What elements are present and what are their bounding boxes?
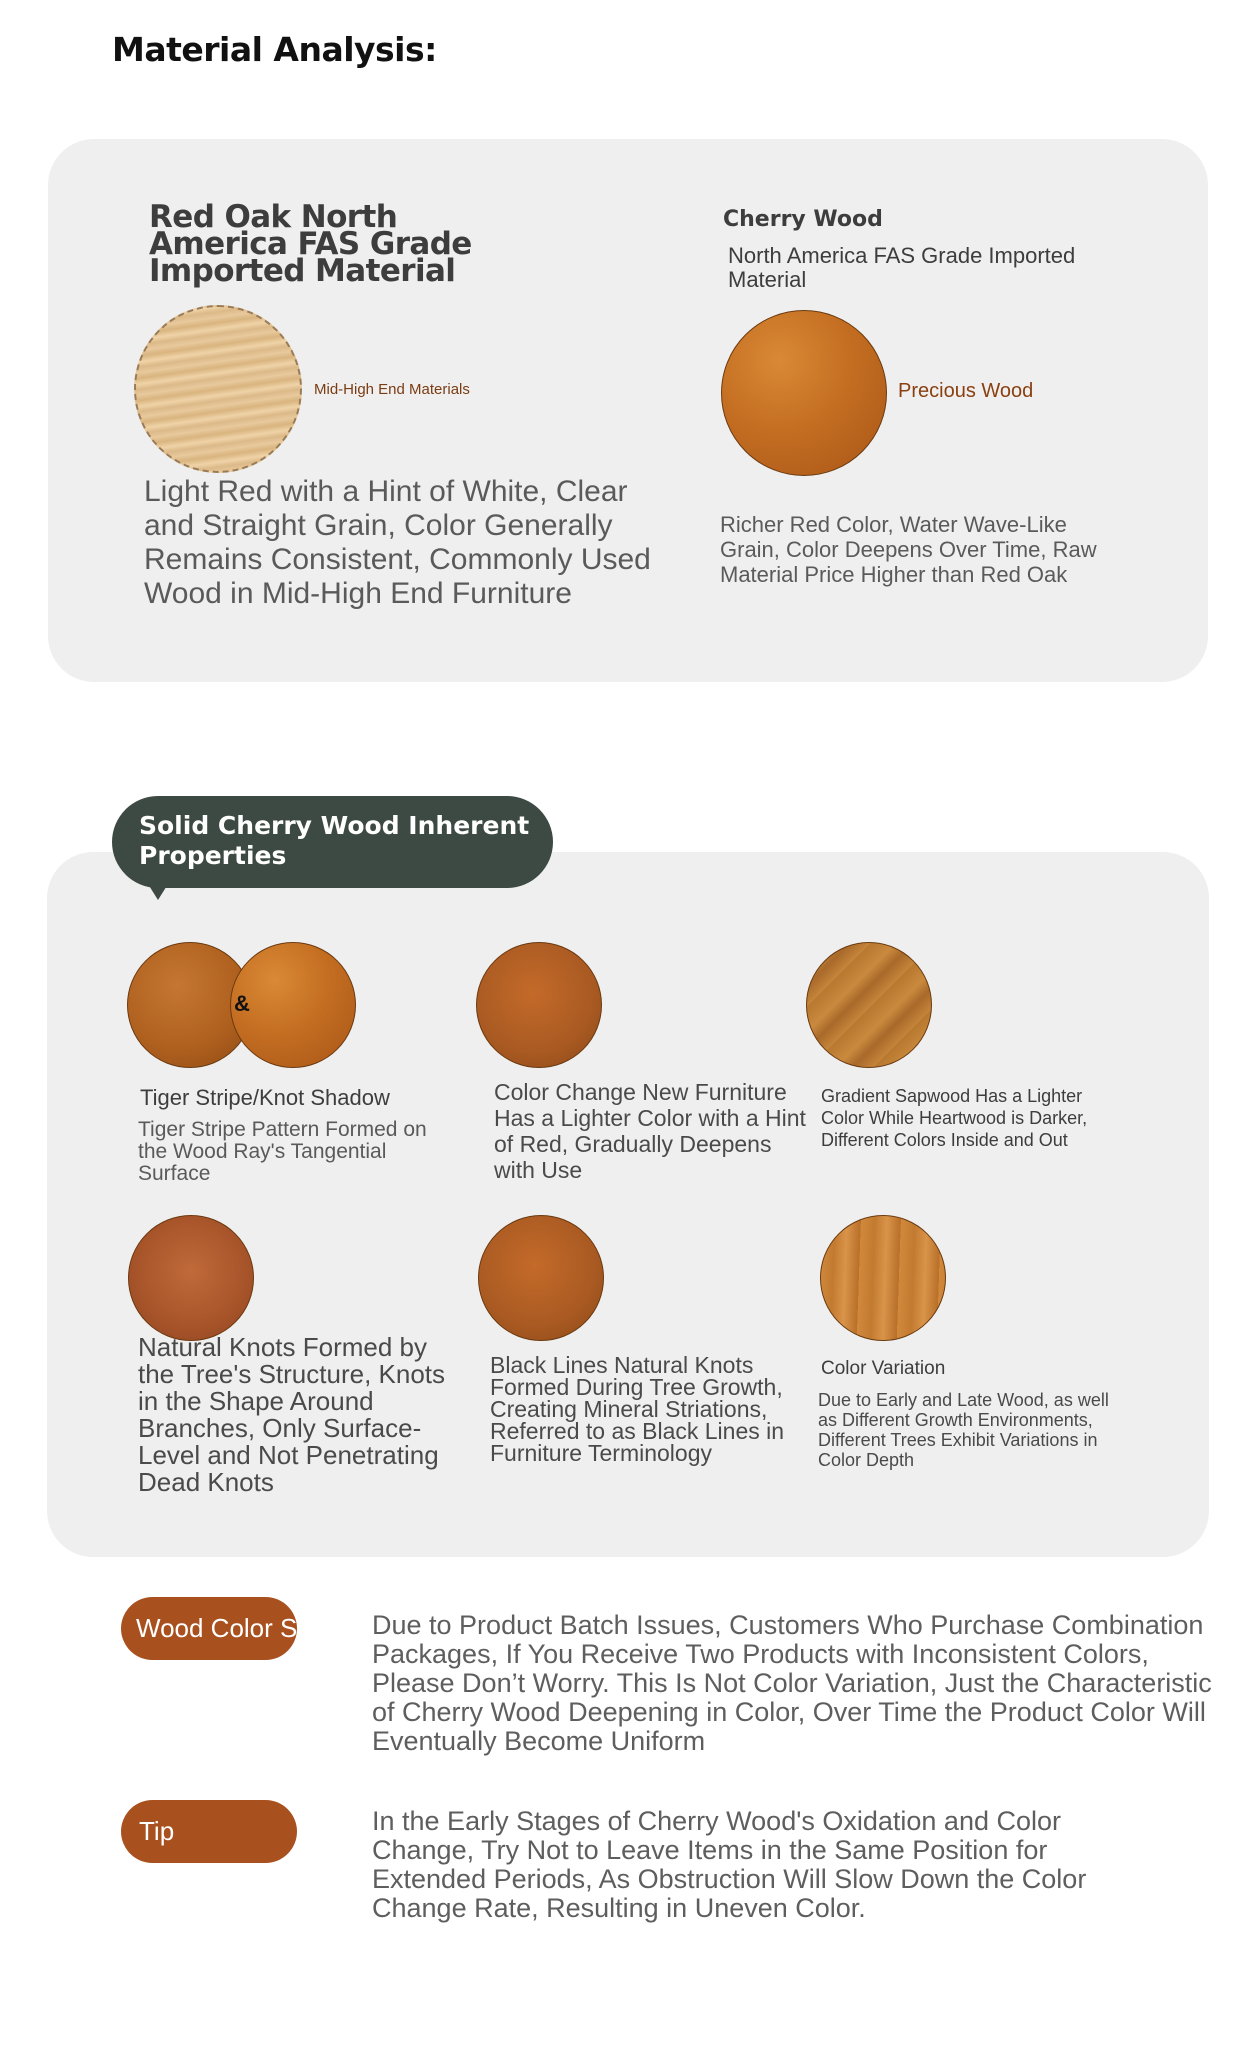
gradient-sapwood-image [806, 942, 932, 1068]
red-oak-description: Light Red with a Hint of White, Clear and Straight Grain, Color Generally Remains Consistent, Commonly Used Wood in Mid-High End Furniture [144, 475, 651, 610]
properties-header: Solid Cherry Wood Inherent Properties [112, 796, 553, 888]
cherry-description: Richer Red Color, Water Wave-Like Grain, Color Deepens Over Time, Raw Material Price Higher than Red Oak [720, 512, 1097, 587]
property-text: Color Change New Furniture Has a Lighter Color with a Hint of Red, Gradually Deepens with Use [494, 1079, 806, 1183]
wood-color-statement-badge: Wood Color Statement [121, 1597, 297, 1660]
red-oak-tag: Mid-High End Materials [314, 381, 470, 398]
property-title: Tiger Stripe/Knot Shadow [140, 1085, 390, 1110]
red-oak-sample-image [134, 305, 302, 473]
cherry-sample-image [721, 310, 887, 476]
property-title: Color Variation [821, 1358, 946, 1379]
natural-knots-image [128, 1215, 254, 1341]
cherry-tag: Precious Wood [898, 380, 1034, 402]
red-oak-title: Red Oak North America FAS Grade Imported Material [149, 199, 472, 289]
tip-text: In the Early Stages of Cherry Wood's Oxidation and Color Change, Try Not to Leave Items in the Same Position for Extended Periods, As Obstruction Will Slow Down the Color Change Rate, Resulting in Uneven Color. [372, 1806, 1087, 1923]
property-text: Tiger Stripe Pattern Formed on the Wood Ray's Tangential Surface [138, 1118, 427, 1185]
cherry-title: Cherry Wood [723, 207, 883, 232]
page-title: Material Analysis: [112, 30, 437, 69]
color-change-image [476, 942, 602, 1068]
ampersand-symbol: & [234, 991, 250, 1016]
property-text: Due to Early and Late Wood, as well as Different Growth Environments, Different Trees Exhibit Variations in Color Depth [818, 1390, 1109, 1470]
color-variation-image [820, 1215, 946, 1341]
black-lines-image [478, 1215, 604, 1341]
tip-badge: Tip [121, 1800, 297, 1863]
property-text: Gradient Sapwood Has a Lighter Color While Heartwood is Darker, Different Colors Inside and Out [821, 1086, 1088, 1150]
property-text: Black Lines Natural Knots Formed During Tree Growth, Creating Mineral Striations, Referred to as Black Lines in Furniture Terminology [490, 1352, 785, 1466]
wood-color-statement-text: Due to Product Batch Issues, Customers Who Purchase Combination Packages, If You Receive Two Products with Inconsistent Colors, Please Don’t Worry. This Is Not Color Variation, Just the Characteristic of Cherry Wood Deepening in Color, Over Time the Product Color Will Eventually Become Uniform [372, 1610, 1212, 1756]
property-text: Natural Knots Formed by the Tree's Structure, Knots in the Shape Around Branches, Only Surface-Level and Not Penetrating Dead Knots [138, 1332, 445, 1497]
cherry-subtitle: North America FAS Grade Imported Material [728, 243, 1076, 292]
properties-header-pointer [148, 884, 168, 900]
